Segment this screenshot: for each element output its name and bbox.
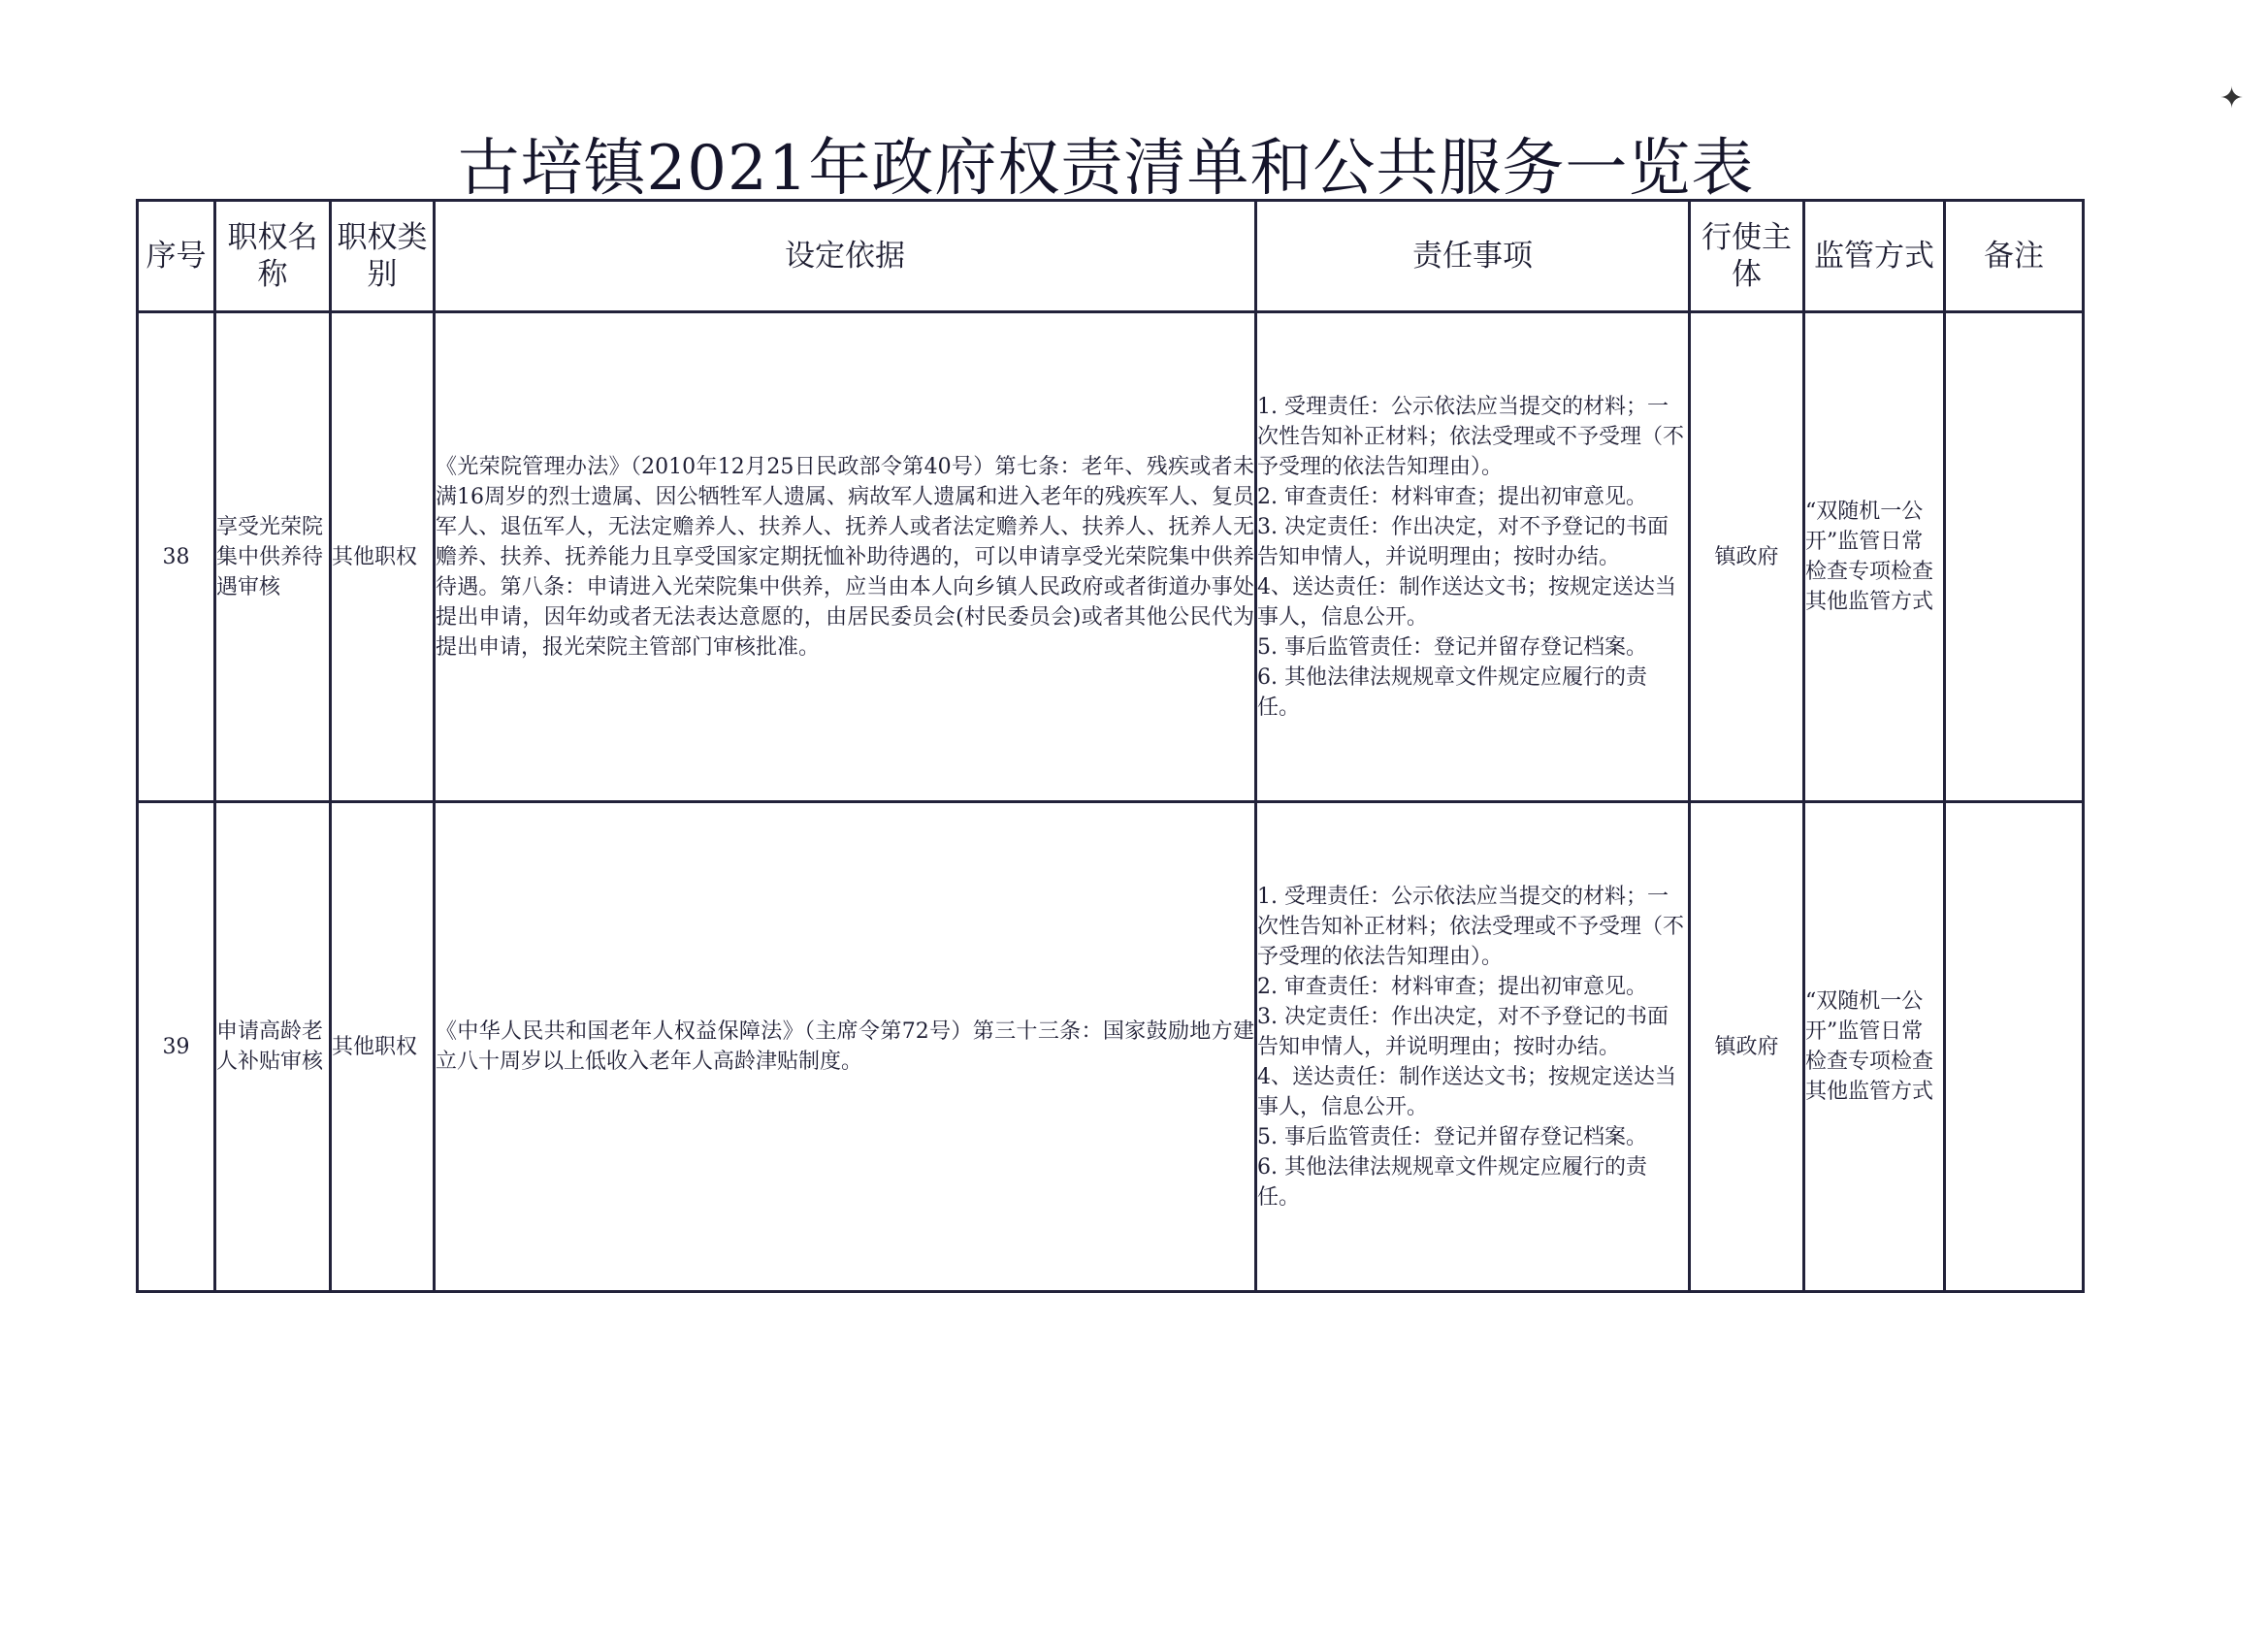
responsibility-item: 6. 其他法律法规规章文件规定应履行的责任。	[1257, 1154, 1647, 1210]
row-executing-subject: 镇政府	[1690, 802, 1804, 1292]
header-supervision: 监管方式	[1804, 201, 1945, 312]
row-legal-basis: 《中华人民共和国老年人权益保障法》（主席令第72号）第三十三条：国家鼓励地方建立八十周岁以上低收入老年人高龄津贴制度。	[435, 802, 1256, 1292]
responsibility-item: 5. 事后监管责任：登记并留存登记档案。	[1257, 1124, 1647, 1149]
header-basis: 设定依据	[435, 201, 1256, 312]
row-supervision-method: “双随机一公开”监管日常检查专项检查其他监管方式	[1804, 802, 1945, 1292]
row-no: 39	[138, 802, 215, 1292]
table-row	[138, 802, 2084, 1292]
table-header-row	[138, 201, 2084, 312]
header-name: 职权名称	[215, 201, 331, 312]
row-responsibilities	[1256, 802, 1690, 1292]
header-responsibilities: 责任事项	[1256, 201, 1690, 312]
responsibility-item: 5. 事后监管责任：登记并留存登记档案。	[1257, 634, 1647, 660]
row-power-type: 其他职权	[331, 312, 435, 802]
row-responsibilities	[1256, 312, 1690, 802]
row-legal-basis: 《光荣院管理办法》（2010年12月25日民政部令第40号）第七条：老年、残疾或者未满16周岁的烈士遗属、因公牺牲军人遗属、病故军人遗属和进入老年的残疾军人、复员军人、退伍军人，无法定赡养人、扶养人、抚养人或者法定赡养人、扶养人、抚养人无赡养、扶养、抚养能力且享受国家定期抚恤补助待遇的，可以申请享受光荣院集中供养待遇。第八条：申请进入光荣院集中供养，应当由本人向乡镇人民政府或者街道办事处提出申请，因年幼或者无法表达意愿的，由居民委员会(村民委员会)或者其他公民代为提出申请，报光荣院主管部门审核批准。	[435, 312, 1256, 802]
scan-speck-icon: ✦	[2219, 81, 2245, 115]
row-no: 38	[138, 312, 215, 802]
row-power-type: 其他职权	[331, 802, 435, 1292]
row-remark	[1945, 802, 2084, 1292]
header-subject: 行使主体	[1690, 201, 1804, 312]
responsibility-item: 3. 决定责任：作出决定，对不予登记的书面告知申情人，并说明理由；按时办结。	[1257, 514, 1669, 569]
responsibility-item: 2. 审查责任：材料审查；提出初审意见。	[1257, 484, 1647, 509]
row-supervision-method: “双随机一公开”监管日常检查专项检查其他监管方式	[1804, 312, 1945, 802]
table-row	[138, 312, 2084, 802]
responsibility-item: 3. 决定责任：作出决定，对不予登记的书面告知申情人，并说明理由；按时办结。	[1257, 1004, 1669, 1059]
power-list-table	[136, 199, 2085, 1293]
row-remark	[1945, 312, 2084, 802]
row-executing-subject: 镇政府	[1690, 312, 1804, 802]
responsibility-item: 4、送达责任：制作送达文书；按规定送达当事人，信息公开。	[1257, 574, 1676, 630]
responsibility-item: 1. 受理责任：公示依法应当提交的材料；一次性告知补正材料；依法受理或不予受理（不予受理的依法告知理由）。	[1257, 884, 1685, 969]
responsibility-item: 2. 审查责任：材料审查；提出初审意见。	[1257, 974, 1647, 999]
header-no: 序号	[138, 201, 215, 312]
document-title: 古培镇2021年政府权责清单和公共服务一览表	[457, 133, 1755, 205]
row-power-name: 申请高龄老人补贴审核	[215, 802, 331, 1292]
row-power-name: 享受光荣院集中供养待遇审核	[215, 312, 331, 802]
responsibility-item: 6. 其他法律法规规章文件规定应履行的责任。	[1257, 664, 1647, 720]
responsibility-item: 1. 受理责任：公示依法应当提交的材料；一次性告知补正材料；依法受理或不予受理（不予受理的依法告知理由）。	[1257, 394, 1685, 479]
responsibility-item: 4、送达责任：制作送达文书；按规定送达当事人，信息公开。	[1257, 1064, 1676, 1119]
header-remark: 备注	[1945, 201, 2084, 312]
header-type: 职权类别	[331, 201, 435, 312]
